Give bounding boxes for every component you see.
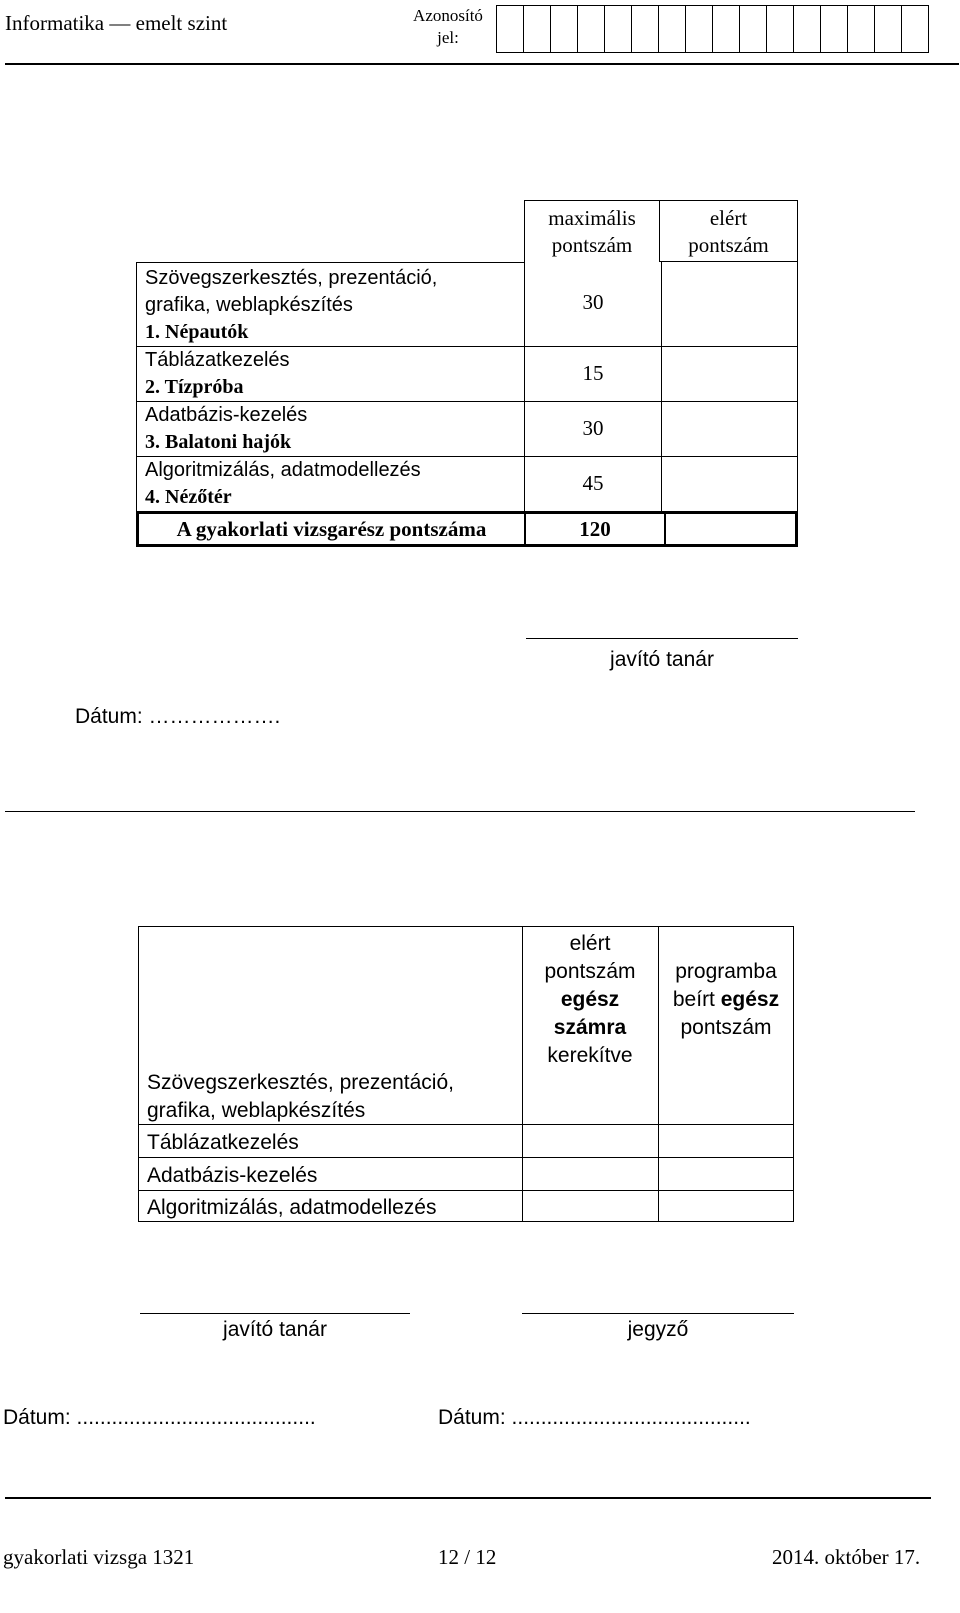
- row-task: 1. Népautók: [145, 321, 249, 343]
- row-desc: [136, 456, 524, 511]
- id-box: [902, 5, 929, 53]
- header-text: beírt: [672, 988, 721, 1011]
- row-desc: [136, 401, 524, 456]
- header-line-bold: egész: [560, 988, 620, 1011]
- total-elert-cell[interactable]: [666, 514, 795, 544]
- id-box: [740, 5, 767, 53]
- row-elert-cell[interactable]: [662, 346, 798, 401]
- table-row: [136, 346, 798, 401]
- col-header-elert: [660, 200, 798, 262]
- header-line: kerekítve: [547, 1044, 633, 1067]
- footer-left: gyakorlati vizsga 1321: [3, 1545, 195, 1569]
- date-field: Dátum: ……………….: [75, 705, 281, 728]
- header-line: pontszám: [680, 1016, 772, 1039]
- header-line: elért: [569, 932, 611, 955]
- id-box: [767, 5, 794, 53]
- row-desc: [136, 346, 524, 401]
- col-header-program: [658, 958, 794, 1042]
- table-row: [136, 401, 798, 456]
- row-elert-cell[interactable]: [662, 401, 798, 456]
- table-row: [136, 456, 798, 511]
- footer-date: 2014. október 17.: [772, 1545, 921, 1569]
- row-topic: Táblázatkezelés: [145, 349, 290, 371]
- id-box: [524, 5, 551, 53]
- id-box: [605, 5, 632, 53]
- row-task: 2. Tízpróba: [145, 376, 244, 398]
- row-topic: Adatbázis-kezelés: [145, 404, 308, 426]
- row-topic: Szövegszerkesztés, prezentáció,: [145, 267, 438, 289]
- row-topic: Algoritmizálás, adatmodellezés: [147, 1196, 437, 1219]
- id-box: [848, 5, 875, 53]
- row-task: 4. Nézőtér: [145, 486, 232, 508]
- total-row: [136, 511, 798, 547]
- row-max: 45: [524, 456, 662, 511]
- signature-label: javító tanár: [610, 648, 714, 671]
- total-label: A gyakorlati vizsgarész pontszáma: [176, 517, 487, 541]
- row-topic: Algoritmizálás, adatmodellezés: [145, 459, 421, 481]
- id-box: [632, 5, 659, 53]
- header-line: pontszám: [544, 960, 636, 983]
- col-header-max-line1: maximális: [548, 206, 636, 230]
- row-topic-cont: grafika, weblapkészítés: [147, 1099, 366, 1122]
- signature-line: [526, 638, 798, 639]
- header-text-bold: egész: [720, 988, 780, 1011]
- header-title: Informatika — emelt szint: [5, 11, 228, 35]
- id-box: [794, 5, 821, 53]
- row-max: 30: [524, 401, 662, 456]
- header-line: [658, 986, 794, 1014]
- footer-rule: [5, 1497, 931, 1499]
- row-topic: Adatbázis-kezelés: [147, 1164, 318, 1187]
- row-elert-cell[interactable]: [662, 262, 798, 346]
- azonosito-label: Azonosító jel:: [413, 6, 483, 47]
- date-field-right: Dátum: .........................................: [438, 1406, 751, 1429]
- row-topic: Szövegszerkesztés, prezentáció,: [147, 1071, 454, 1094]
- id-box: [875, 5, 902, 53]
- row-divider: [138, 1190, 794, 1191]
- total-value: 120: [524, 514, 666, 544]
- section-divider: [5, 811, 915, 812]
- row-desc: [136, 262, 524, 346]
- table-row: [136, 262, 798, 346]
- signature-label-clerk: jegyző: [627, 1318, 689, 1341]
- row-topic-cont: grafika, weblapkészítés: [145, 294, 353, 316]
- row-topic: Táblázatkezelés: [147, 1131, 299, 1154]
- id-box: [497, 5, 524, 53]
- footer-page: 12 / 12: [438, 1545, 497, 1569]
- col-header-max: [524, 200, 660, 262]
- id-box: [578, 5, 605, 53]
- row-divider: [138, 1157, 794, 1158]
- id-box: [551, 5, 578, 53]
- header-line-bold: számra: [553, 1016, 627, 1039]
- col-header-elert-line1: elért: [709, 206, 748, 230]
- id-box: [659, 5, 686, 53]
- signature-line: [140, 1313, 410, 1314]
- col-header-rounded: [522, 930, 658, 1070]
- id-box: [686, 5, 713, 53]
- signature-line: [522, 1313, 794, 1314]
- col-header-max-line2: pontszám: [551, 233, 633, 257]
- row-elert-cell[interactable]: [662, 456, 798, 511]
- header-line: programba: [675, 960, 777, 983]
- header-rule: [5, 63, 959, 65]
- signature-label-teacher: javító tanár: [223, 1318, 327, 1341]
- row-max: 30: [524, 262, 662, 346]
- id-box: [713, 5, 740, 53]
- id-box: [821, 5, 848, 53]
- azonosito-boxes: [496, 5, 929, 53]
- row-task: 3. Balatoni hajók: [145, 431, 292, 453]
- row-max: 15: [524, 346, 662, 401]
- col-header-elert-line2: pontszám: [688, 233, 769, 257]
- date-field-left: Dátum: .........................................: [3, 1406, 316, 1429]
